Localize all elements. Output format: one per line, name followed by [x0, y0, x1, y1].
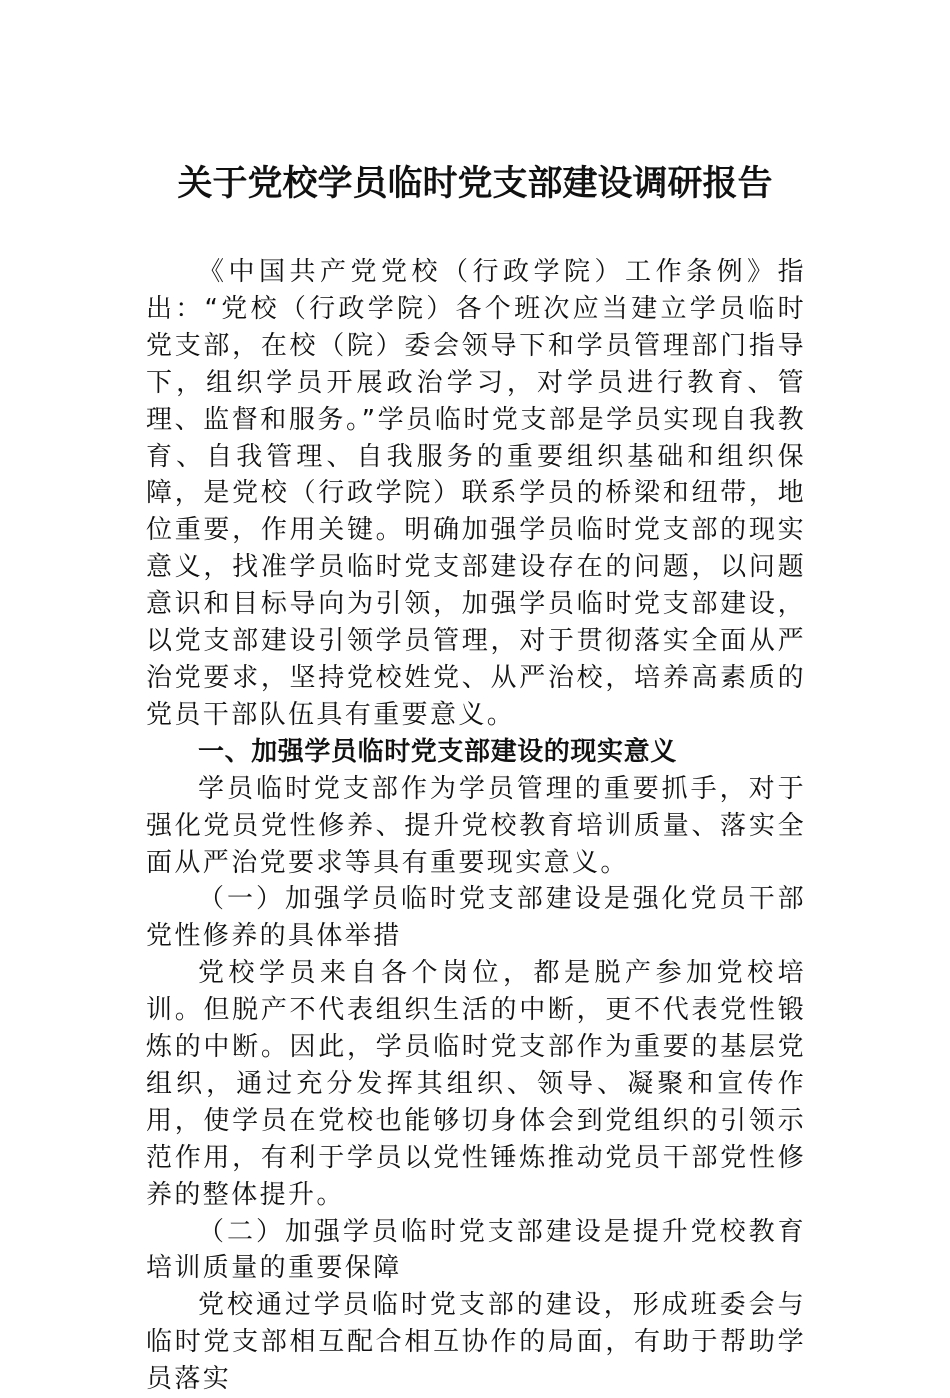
section-heading-1: 一、加强学员临时党支部建设的现实意义: [198, 736, 677, 767]
document-title: 关于党校学员临时党支部建设调研报告: [177, 163, 773, 204]
subsection-heading-1: （一）加强学员临时党支部建设是强化党员干部党性修养的具体举措: [146, 884, 806, 952]
document-body: [146, 254, 806, 1398]
subsection-2-paragraph: 党校通过学员临时党支部的建设，形成班委会与临时党支部相互配合相互协作的局面，有助于帮助学员落实: [146, 1290, 806, 1395]
intro-paragraph: 《中国共产党党校（行政学院）工作条例》指出：“党校（行政学院）各个班次应当建立学员临时党支部，在校（院）委会领导下和学员管理部门指导下，组织学员开展政治学习，对学员进行教育、管理、监督和服务。”学员临时党支部是学员实现自我教育、自我管理、自我服务的重要组织基础和组织保障，是党校（行政学院）联系学员的桥梁和纽带，地位重要，作用关键。明确加强学员临时党支部的现实意义，找准学员临时党支部建设存在的问题，以问题意识和目标导向为引领，加强学员临时党支部建设，以党支部建设引领学员管理，对于贯彻落实全面从严治党要求，坚持党校姓党、从严治校，培养高素质的党员干部队伍具有重要意义。: [146, 257, 806, 730]
section-1-paragraph: 学员临时党支部作为学员管理的重要抓手，对于强化党员党性修养、提升党校教育培训质量、落实全面从严治党要求等具有重要现实意义。: [146, 773, 806, 878]
subsection-heading-2: （二）加强学员临时党支部建设是提升党校教育培训质量的重要保障: [146, 1216, 806, 1284]
subsection-1-paragraph: 党校学员来自各个岗位，都是脱产参加党校培训。但脱产不代表组织生活的中断，更不代表党性锻炼的中断。因此，学员临时党支部作为重要的基层党组织，通过充分发挥其组织、领导、凝聚和宣传作用，使学员在党校也能够切身体会到党组织的引领示范作用，有利于学员以党性锤炼推动党员干部党性修养的整体提升。: [146, 958, 806, 1210]
